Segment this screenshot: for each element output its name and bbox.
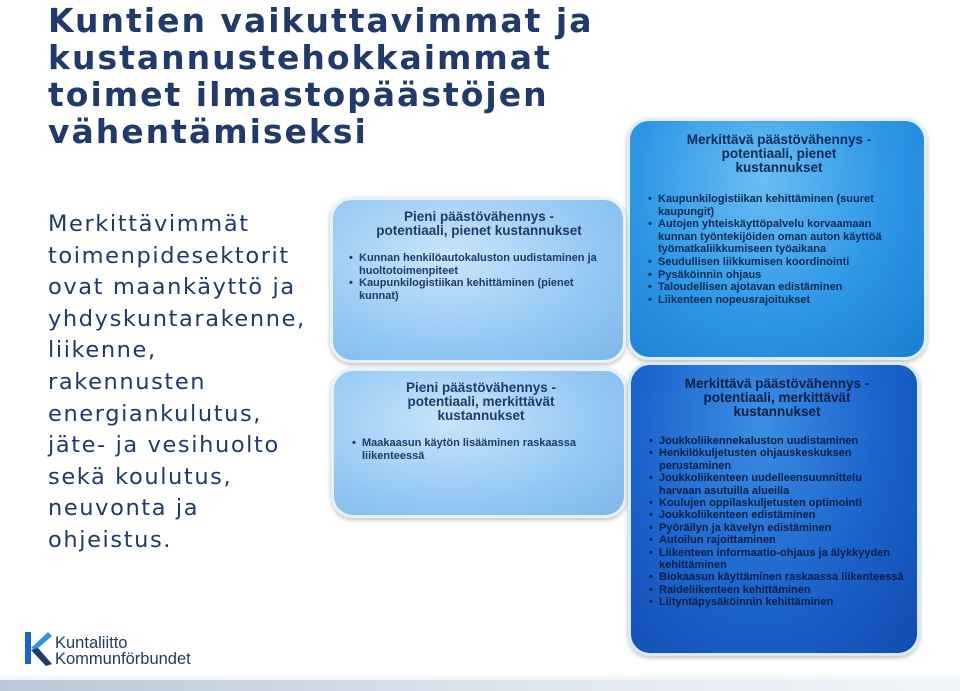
box-item-list xyxy=(349,252,609,302)
body-line: energiankulutus, xyxy=(48,400,263,427)
box-list-item: • Seudullisen liikkumisen koordinointi xyxy=(648,256,910,269)
box-list-item: • Kaupunkilogistiikan kehittäminen (suuret kaupungit) xyxy=(648,193,910,218)
box-title xyxy=(649,377,905,419)
box-title-line: potentiaali, pienet xyxy=(721,146,837,161)
box-list-item: • Joukkoliikenteen edistäminen xyxy=(649,509,905,521)
box-item-list xyxy=(649,435,905,609)
box-significant-reduction-significant-cost xyxy=(628,362,920,656)
box-title xyxy=(648,133,910,175)
slide-title-line: Kuntien vaikuttavimmat ja xyxy=(48,1,594,40)
body-line: jäte- ja vesihuolto xyxy=(48,432,280,459)
box-list-item: • Liikenteen informaatio-ohjaus ja älykkyyden kehittäminen xyxy=(649,547,905,572)
logo-line: Kommunförbundet xyxy=(55,650,191,668)
body-line: neuvonta ja xyxy=(48,495,200,522)
box-title-line: potentiaali, pienet kustannukset xyxy=(376,223,582,238)
box-title-line: kustannukset xyxy=(735,160,823,175)
box-title-line: kustannukset xyxy=(733,404,821,419)
box-title-line: Pieni päästövähennys - xyxy=(405,380,557,395)
box-list-item: • Autoilun rajoittaminen xyxy=(649,534,905,546)
box-list-item: • Liikenteen nopeusrajoitukset xyxy=(648,294,910,307)
box-item-list xyxy=(648,193,910,306)
logo-line: Kuntaliitto xyxy=(55,634,128,652)
body-line: Merkittävimmät xyxy=(48,211,250,237)
body-line: liikenne, xyxy=(48,337,157,364)
box-title-line: potentiaali, merkittävät xyxy=(703,390,851,405)
slide-title-line: toimet ilmastopäästöjen xyxy=(48,75,549,114)
box-list-item: • Kunnan henkilöautokaluston uudistaminen ja huoltotoimenpiteet xyxy=(349,252,609,277)
slide-title-line: kustannustehokkaimmat xyxy=(48,38,552,77)
box-list-item: • Henkilökuljetusten ohjauskeskuksen perustaminen xyxy=(649,447,905,472)
slide-body-text xyxy=(48,209,348,557)
box-title-line: potentiaali, merkittävät xyxy=(407,394,555,409)
body-line: toimenpidesektorit xyxy=(48,242,290,269)
kuntaliitto-logo-icon xyxy=(22,630,52,670)
box-list-item: • Biokaasun käyttäminen raskaassa liikenteessä xyxy=(649,571,905,583)
footer-gradient-line xyxy=(0,680,960,691)
box-list-item: • Pyöräilyn ja kävelyn edistäminen xyxy=(649,522,905,534)
box-list-item: • Taloudellisen ajotavan edistäminen xyxy=(648,281,910,294)
body-line: ovat maankäyttö ja xyxy=(48,274,296,301)
box-title xyxy=(352,381,610,423)
box-title-line: Merkittävä päästövähennys - xyxy=(686,132,872,147)
body-line: yhdyskuntarakenne, xyxy=(48,305,306,332)
box-significant-reduction-low-cost xyxy=(627,118,927,360)
box-list-item: • Koulujen oppilaskuljetusten optimointi xyxy=(649,497,905,509)
box-list-item: • Maakaasun käytön lisääminen raskaassa liikenteessä xyxy=(352,437,610,462)
box-title xyxy=(349,210,609,238)
box-small-reduction-significant-cost xyxy=(331,368,627,518)
box-list-item: • Kaupunkilogistiikan kehittäminen (pienet kunnat) xyxy=(349,277,609,302)
box-list-item: • Liityntäpysäköinnin kehittäminen xyxy=(649,596,905,608)
box-list-item: • Raideliikenteen kehittäminen xyxy=(649,584,905,596)
kuntaliitto-logo xyxy=(22,630,192,670)
slide-title xyxy=(48,2,648,150)
box-list-item: • Autojen yhteiskäyttöpalvelu korvaamaan kunnan työntekijöiden oman auton käyttöä työmatkaliikkumiseen työaikana xyxy=(648,218,910,256)
box-list-item: • Joukkoliikennekaluston uudistaminen xyxy=(649,435,905,447)
box-small-reduction-low-cost xyxy=(330,197,626,363)
body-line: sekä koulutus, xyxy=(48,463,233,490)
box-list-item: • Pysäköinnin ohjaus xyxy=(648,269,910,282)
body-line: ohjeistus. xyxy=(48,526,173,553)
box-title-line: Pieni päästövähennys - xyxy=(403,209,555,224)
logo-wordmark xyxy=(55,635,191,667)
box-title-line: Merkittävä päästövähennys - xyxy=(684,376,870,391)
box-title-line: kustannukset xyxy=(437,408,525,423)
body-line: rakennusten xyxy=(48,368,207,395)
box-item-list xyxy=(352,437,610,462)
slide-title-line: vähentämiseksi xyxy=(48,112,368,151)
box-list-item: • Joukkoliikenteen uudelleensuunnittelu harvaan asutuilla alueilla xyxy=(649,472,905,497)
